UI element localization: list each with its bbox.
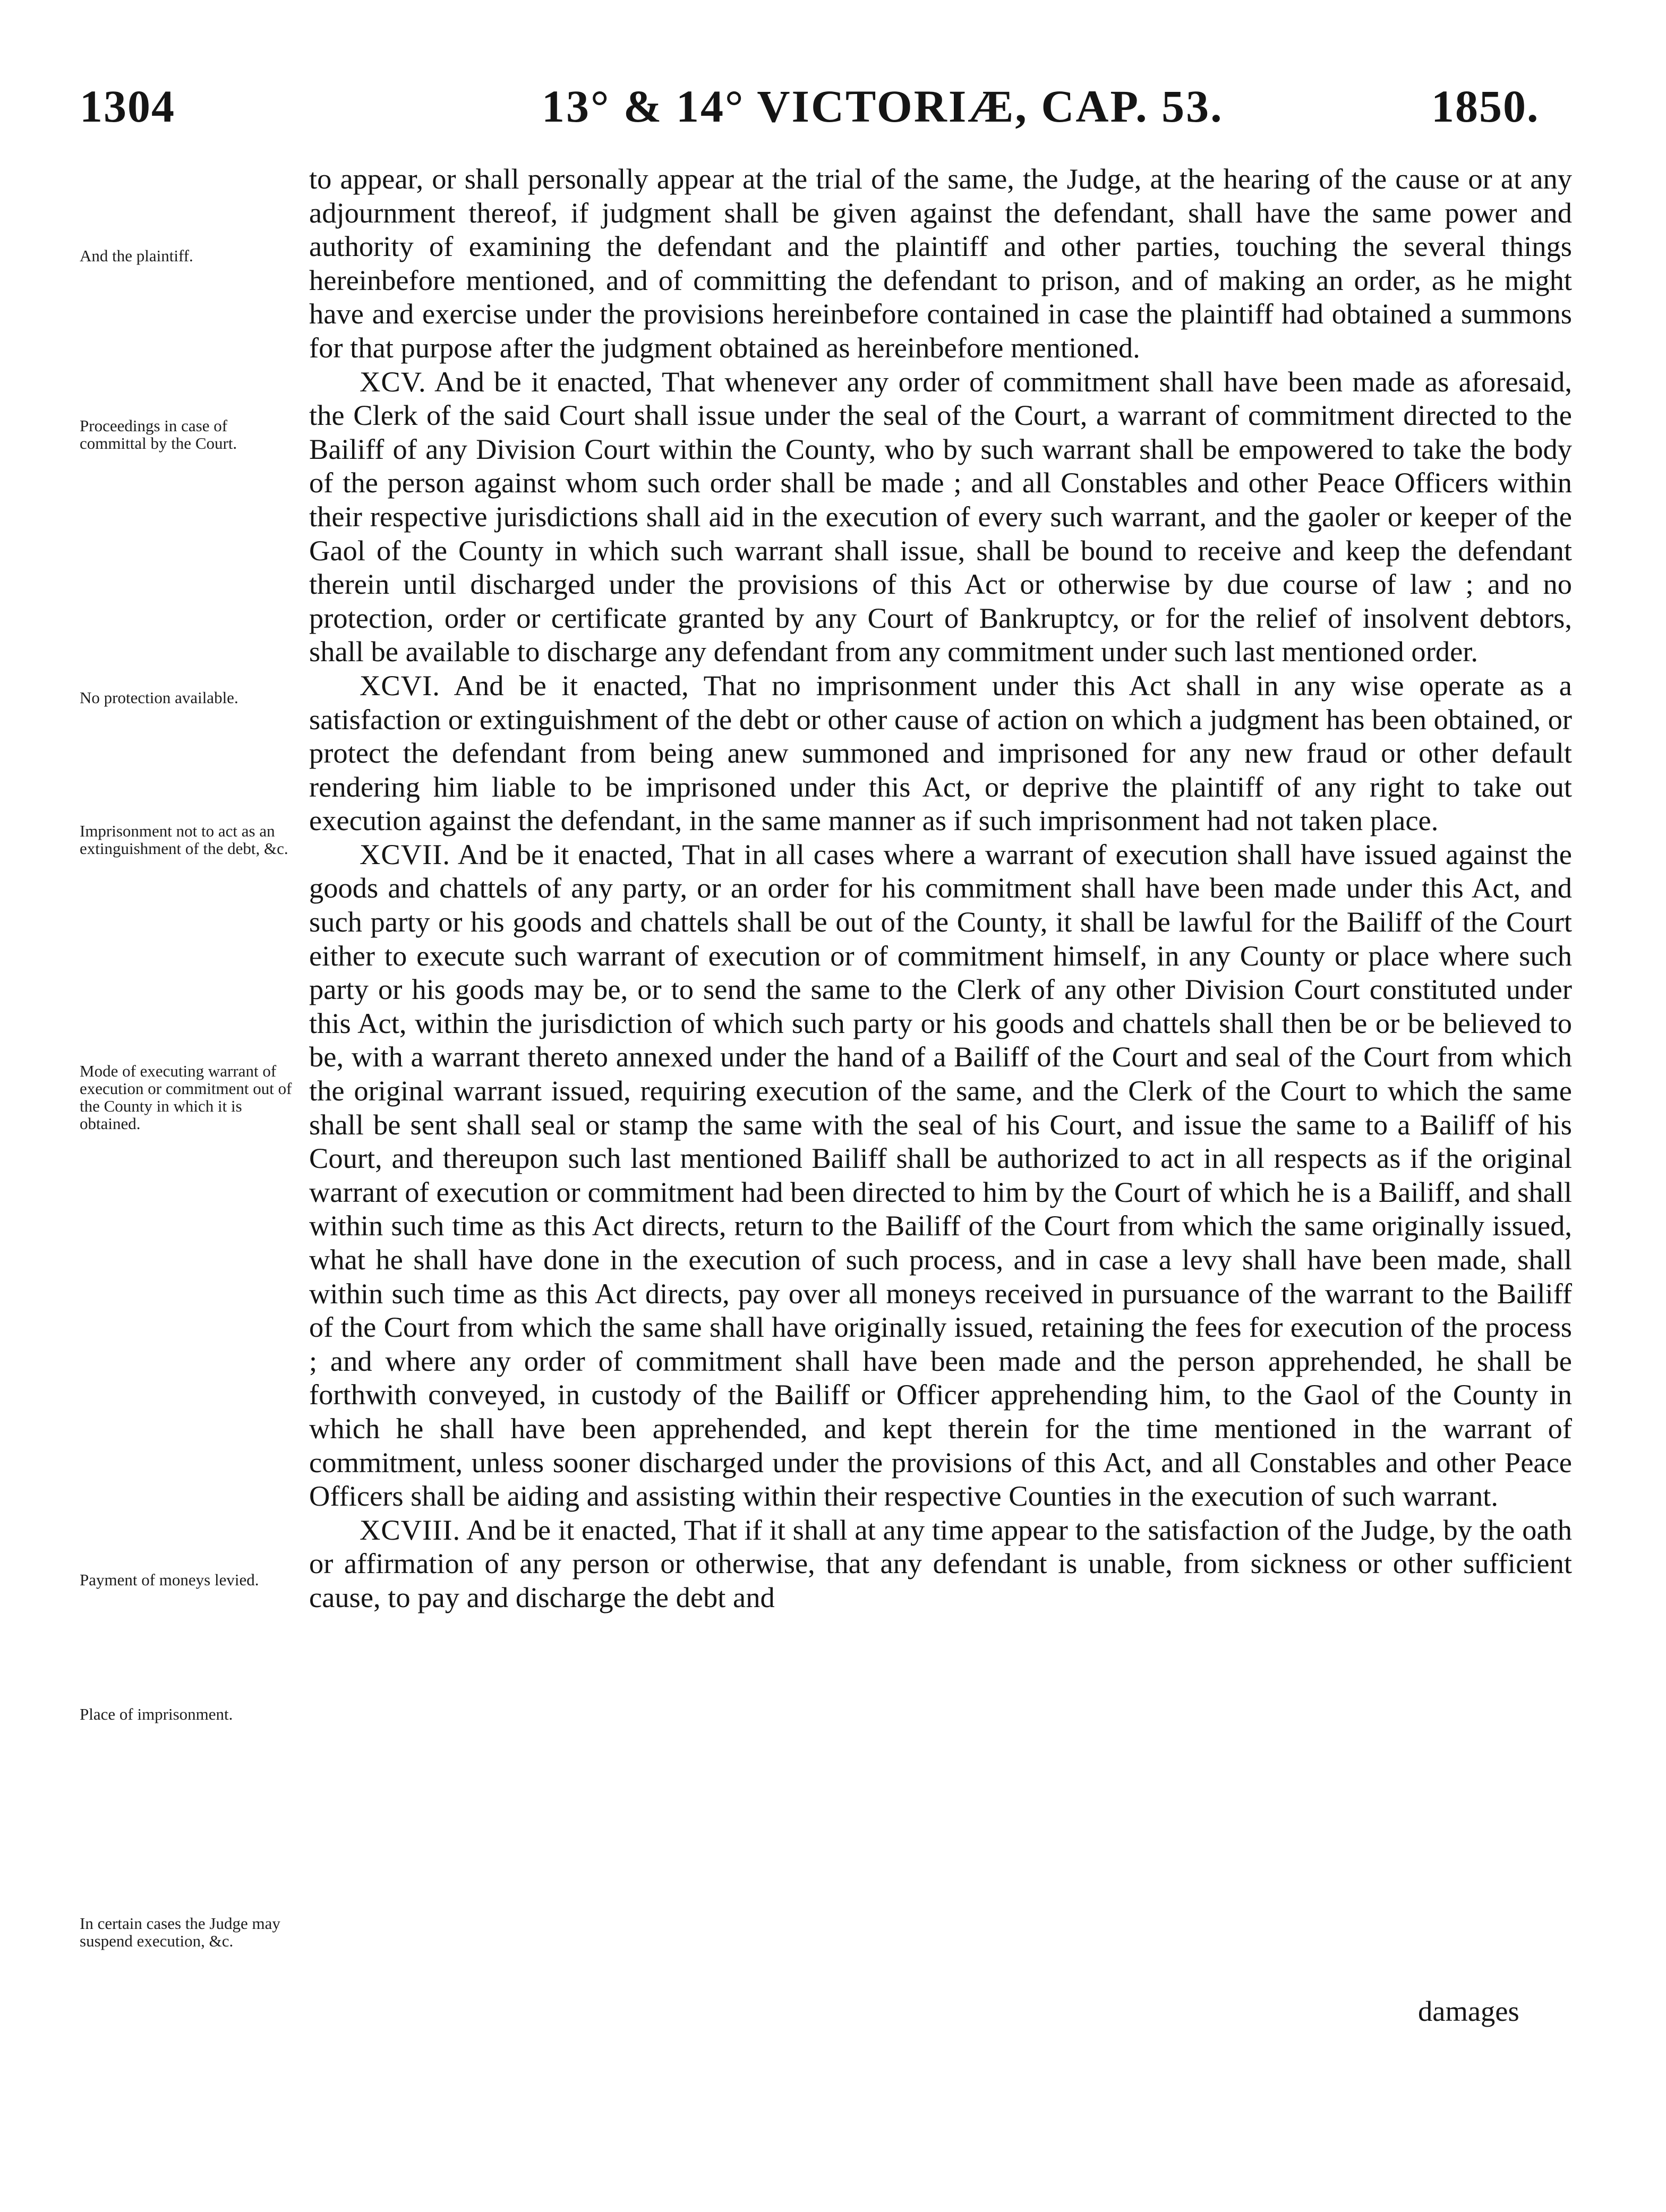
section-number: XCVIII. — [360, 1513, 461, 1546]
margin-note-mode-of-executing: Mode of executing warrant of execution or commitment out of the County in which it is obtained. — [80, 1062, 292, 1133]
margin-note-payment: Payment of moneys levied. — [80, 1570, 259, 1589]
header-year: 1850. — [1431, 81, 1540, 132]
body-text — [309, 162, 1572, 1615]
margin-note-suspend-execution: In certain cases the Judge may suspend execution, &c. — [80, 1914, 280, 1950]
section-number: XCVII. — [360, 838, 450, 870]
section-xcviii — [309, 1513, 1572, 1615]
section-number: XCV. — [360, 365, 426, 398]
paragraph-continuation — [309, 162, 1572, 365]
page-header — [0, 80, 1666, 138]
margin-note-no-protection: No protection available. — [80, 688, 238, 707]
paragraph-text: And be it enacted, That if it shall at any time appear to the satisfaction of the Judge, by the oath or affirmation of any person or otherwise, that any defendant is unable, from sickness or other sufficient cause, to pay and discharge the debt and — [309, 1513, 1573, 1613]
margin-note-imprisonment: Imprisonment not to act as an extinguishment of the debt, &c. — [80, 822, 288, 858]
section-xcvii — [309, 838, 1572, 1513]
margin-note-committal: Proceedings in case of committal by the Court. — [80, 416, 237, 452]
catchword: damages — [1418, 1995, 1519, 2027]
paragraph-text: to appear, or shall personally appear at the trial of the same, the Judge, at the hearing of the cause or at any adjournment thereof, if judgment shall be given against the defendant, shall have the same power and authority of examining the defendant and the plaintiff and other parties, touching the several things hereinbefore mentioned, and of committing the defendant to prison, and of making an order, as he might have and exercise under the provisions hereinbefore contained in case the plaintiff had obtained a summons for that purpose after the judgment obtained as hereinbefore mentioned. — [309, 163, 1572, 364]
section-number: XCVI. — [360, 669, 440, 702]
paragraph-text: And be it enacted, That whenever any order of commitment shall have been made as aforesaid, the Clerk of the said Court shall issue under the seal of the Court, a warrant of commitment directed to the Bailiff of any Division Court within the County, who by such warrant shall be empowered to take the body of the person against whom such order shall be made ; and all Constables and other Peace Officers within their respective jurisdictions shall aid in the execution of every such warrant, and the gaoler or keeper of the Gaol of the County in which such warrant shall issue, shall be bound to receive and keep the defendant therein until discharged under the provisions of this Act or otherwise by due course of law ; and no protection, order or certificate granted by any Court of Bankruptcy, or for the relief of insolvent debtors, shall be available to discharge any defendant from any commitment under such last mentioned order. — [309, 365, 1572, 668]
paragraph-text: And be it enacted, That no imprisonment under this Act shall in any wise operate as a satisfaction or extinguishment of the debt or other cause of action on which a judgment has been obtained, or protect the defendant from being anew summoned and imprisoned for any new fraud or other default rendering him liable to be imprisoned under this Act, or deprive the plaintiff of any right to take out execution against the defendant, in the same manner as if such imprisonment had not taken place. — [309, 669, 1572, 837]
margin-note-plaintiff: And the plaintiff. — [80, 246, 193, 265]
section-xcvi — [309, 669, 1572, 838]
running-title: 13° & 14° VICTORIÆ, CAP. 53. — [542, 81, 1224, 132]
page-number: 1304 — [80, 81, 175, 132]
margin-note-place-of-imprisonment: Place of imprisonment. — [80, 1705, 233, 1723]
section-xcv — [309, 365, 1572, 669]
paragraph-text: And be it enacted, That in all cases where a warrant of execution shall have issued against the goods and chattels of any party, or an order for his commitment shall have been made under this Act, and such party or his goods and chattels shall be out of the County, it shall be lawful for the Bailiff of the Court either to execute such warrant of execution or of commitment himself, in any County or place where such party or his goods may be, or to send the same to the Clerk of any other Division Court constituted under this Act, within the jurisdiction of which such party or his goods and chattels shall then be or be believed to be, with a warrant thereto annexed under the hand of a Bailiff of the Court and seal of the Court from which the original warrant issued, requiring execution of the same, and the Clerk of the Court to which the same shall be sent shall seal or stamp the same with the seal of his Court, and issue the same to a Bailiff of his Court, and thereupon such last mentioned Bailiff shall be authorized to act in all respects as if the original warrant of execution or commitment had been directed to him by the Court of which he is a Bailiff, and shall within such time as this Act directs, return to the Bailiff of the Court from which the same originally issued, what he shall have done in the execution of such process, and in case a levy shall have been made, shall within such time as this Act directs, pay over all moneys received in pursuance of the warrant to the Bailiff of the Court from which the same shall have originally issued, retaining the fees for execution of the process ; and where any order of commitment shall have been made and the person apprehended, he shall be forthwith conveyed, in custody of the Bailiff or Officer apprehending him, to the Gaol of the County in which he shall have been apprehended, and kept therein for the time mentioned in the warrant of commitment, unless sooner discharged under the provisions of this Act, and all Constables and other Peace Officers shall be aiding and assisting within their respective Counties in the execution of such warrant. — [309, 838, 1572, 1513]
